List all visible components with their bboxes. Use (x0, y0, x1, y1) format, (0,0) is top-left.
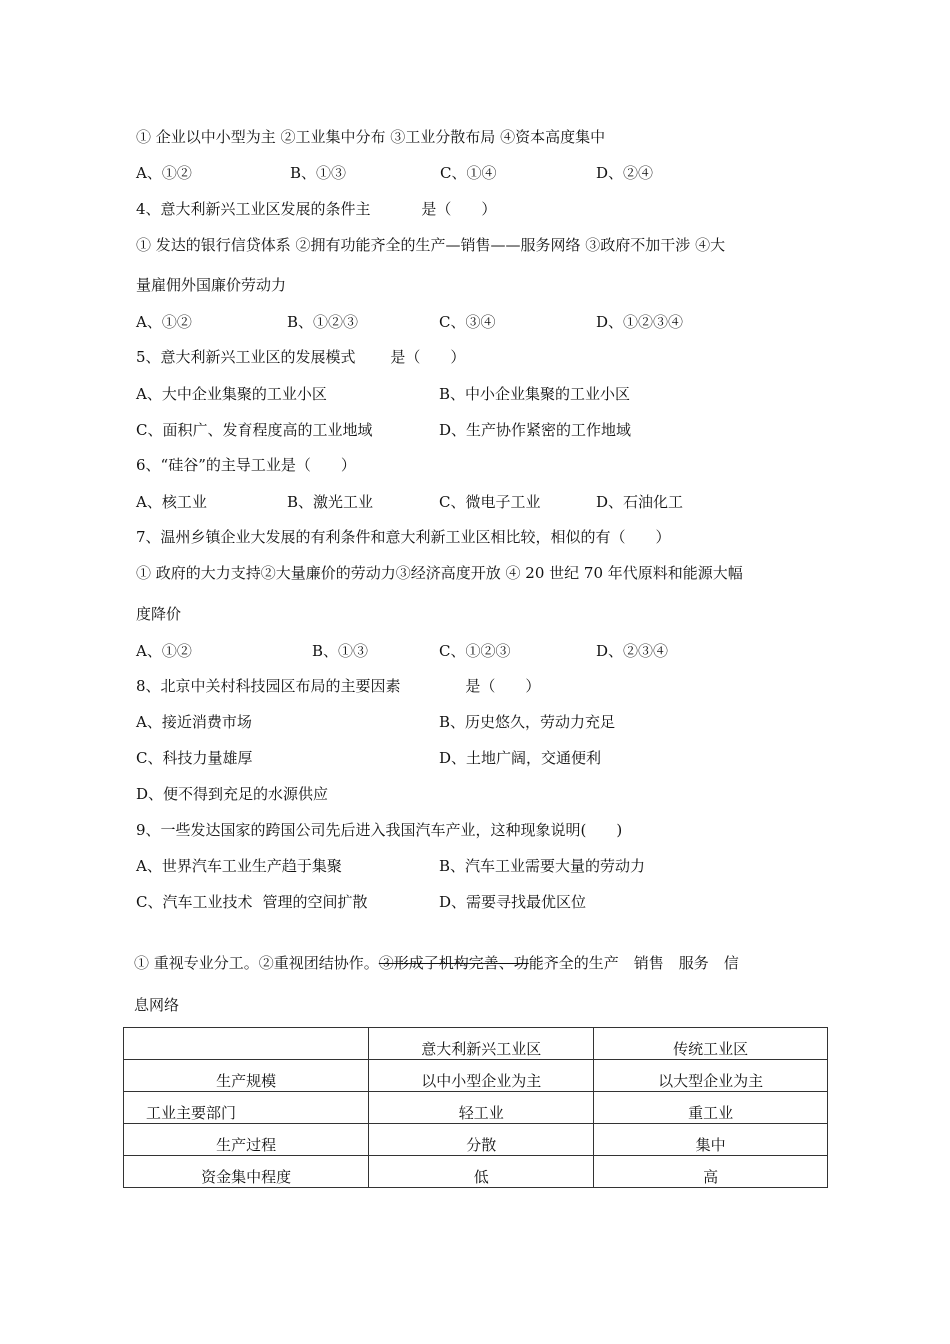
q6-option-c: C、微电子工业 (439, 493, 541, 511)
q8-option-b: B、历史悠久，劳动力充足 (439, 713, 616, 731)
q9-option-d: D、需要寻找最优区位 (439, 893, 587, 911)
q5-stem-a: 5、意大利新兴工业区的 (136, 348, 296, 366)
q8-option-a: A、接近消费市场 (136, 713, 252, 731)
table-row (124, 1092, 828, 1124)
note-part2-struck: ③形成了机构完善、功 (378, 954, 529, 972)
table-cell: 工业主要部门 (124, 1092, 369, 1124)
q7-stem: 7、温州乡镇企业大发展的有利条件和意大利新工业区相比较，相似的有（ ） (136, 528, 671, 546)
q8-stem-b: 的主要因素 (325, 677, 401, 695)
note-part1: ① 重视专业分工。②重视团结协作。 (134, 954, 379, 972)
q9-option-b-head: B、汽车工业需要 (439, 857, 556, 875)
q7-statement-line2: 度降价 (136, 605, 182, 623)
q4-option-a: A、①② (136, 313, 192, 331)
q5-stem-b: 发展模式 (295, 348, 356, 366)
table-header-cell: 意大利新兴工业区 (369, 1028, 594, 1060)
q3-option-a: A、①② (136, 164, 192, 182)
table-header-row (124, 1028, 828, 1060)
q8-stem (136, 676, 540, 696)
q4-stem-c: 是（ ） (421, 200, 497, 218)
q4-statement-line2: 量雇佣外国廉价劳动力 (136, 276, 287, 294)
q8-option-e: D、便不得到充足的水源供应 (136, 785, 329, 803)
q3-option-b: B、①③ (290, 164, 347, 182)
q5-option-b: B、中小企业集聚的工业小区 (439, 385, 631, 403)
q9-option-a: A、世界汽车工业生产趋于集聚 (136, 857, 342, 875)
q9-stem: 9、一些发达国家的跨国公司先后进入我国汽车产业，这种现象说明( ) (136, 821, 623, 839)
q9-option-c-tail: 管理的空间扩散 (262, 893, 368, 911)
table-row (124, 1060, 828, 1092)
q6-option-b: B、激光工业 (287, 493, 374, 511)
q3-option-d: D、②④ (596, 164, 654, 182)
table-cell: 低 (369, 1156, 594, 1188)
q8-option-d: D、土地广阔，交通便利 (439, 749, 602, 767)
q7-statement-line1: ① 政府的大力支持②大量廉价的劳动力③经济高度开放 ④ 20 世纪 70 年代原料和能源大幅 (136, 564, 743, 582)
q5-option-d: D、生产协作紧密的工作地域 (439, 421, 632, 439)
table-cell: 资金集中程度 (124, 1156, 369, 1188)
q5-option-a: A、大中企业集聚的工业小区 (136, 385, 327, 403)
q7-option-c: C、①②③ (439, 642, 511, 660)
q4-option-b: B、①②③ (287, 313, 359, 331)
q8-stem-c: 是（ ） (465, 677, 541, 695)
q3-option-c: C、①④ (440, 164, 497, 182)
table-row (124, 1124, 828, 1156)
q5-stem-c: 是（ ） (390, 348, 466, 366)
table-cell: 生产过程 (124, 1124, 369, 1156)
q4-option-d: D、①②③④ (596, 313, 684, 331)
comparison-table (123, 1027, 828, 1188)
table-cell: 集中 (594, 1124, 828, 1156)
q3-statement: ① 企业以中小型为主 ②工业集中分布 ③工业分散布局 ④资本高度集中 (136, 128, 606, 146)
q4-statement-line1: ① 发达的银行信贷体系 ②拥有功能齐全的生产—销售——服务网络 ③政府不加干涉 ④大 (136, 236, 726, 254)
q6-option-a: A、核工业 (136, 493, 207, 511)
q4-stem (136, 199, 496, 219)
note-part3: 能齐全的生产 销售 服务 信 (528, 954, 739, 972)
q7-option-a: A、①② (136, 642, 192, 660)
q4-stem-a: 4、意大利新兴工业区发展 (136, 200, 311, 218)
table-cell: 分散 (369, 1124, 594, 1156)
q8-stem-a: 8、北京中关村科技园区布局 (136, 677, 326, 695)
table-cell: 高 (594, 1156, 828, 1188)
q5-stem (136, 347, 465, 367)
note-line1 (134, 953, 739, 973)
q6-option-d: D、石油化工 (596, 493, 684, 511)
table-header-cell (124, 1028, 369, 1060)
q4-option-c: C、③④ (439, 313, 496, 331)
q5-option-c: C、面积广、发育程度高的工业地域 (136, 421, 373, 439)
q4-stem-b: 的条件主 (310, 200, 371, 218)
table-cell: 轻工业 (369, 1092, 594, 1124)
table-cell: 重工业 (594, 1092, 828, 1124)
table-row (124, 1156, 828, 1188)
table-cell: 生产规模 (124, 1060, 369, 1092)
table-cell: 以中小型企业为主 (369, 1060, 594, 1092)
q9-option-b-tail: 大量的劳动力 (555, 857, 646, 875)
q9-option-c-head: C、汽车工业技术 (136, 893, 253, 911)
q9-option-c (136, 892, 368, 912)
table-header-cell: 传统工业区 (594, 1028, 828, 1060)
q9-option-b (439, 856, 645, 876)
q8-option-c: C、科技力量雄厚 (136, 749, 253, 767)
q7-option-b: B、①③ (312, 642, 369, 660)
q7-option-d: D、②③④ (596, 642, 669, 660)
note-line2: 息网络 (134, 996, 180, 1014)
table-cell: 以大型企业为主 (594, 1060, 828, 1092)
q6-stem: 6、“硅谷”的主导工业是（ ） (136, 456, 356, 474)
